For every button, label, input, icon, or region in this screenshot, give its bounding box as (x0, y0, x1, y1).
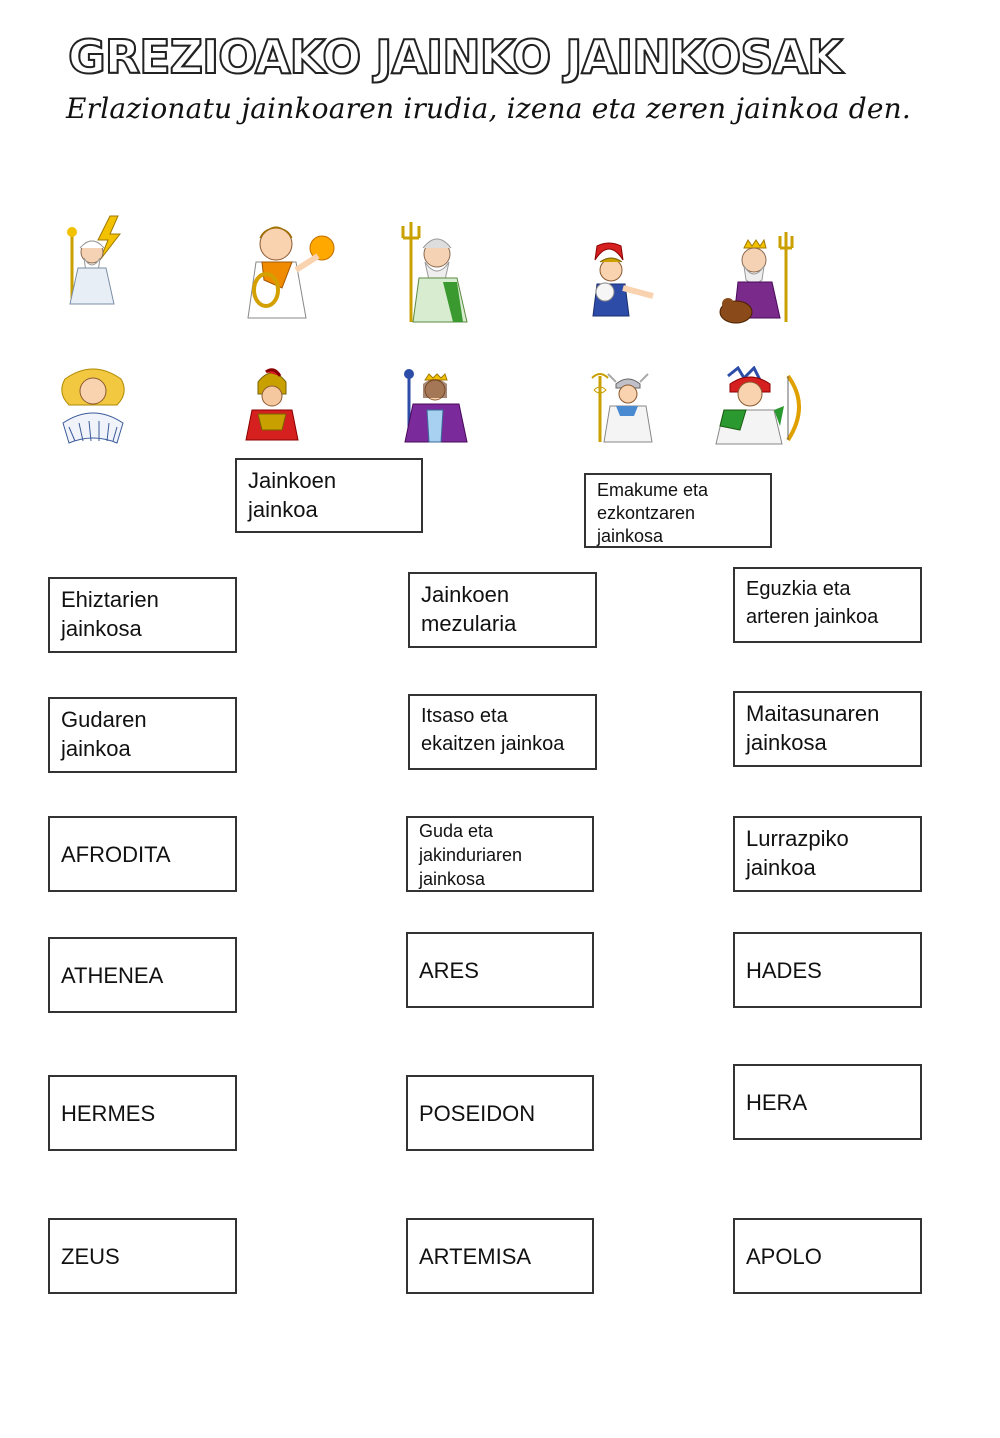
hades-figure[interactable] (716, 232, 796, 327)
poseidon-figure[interactable] (393, 220, 473, 325)
hera-figure[interactable] (395, 366, 470, 446)
card-text: Eguzkia eta arteren jainkoa (746, 578, 879, 628)
page-title: GREZIOAKO JAINKO JAINKOSAK (68, 30, 842, 84)
card-text: Maitasunaren jainkosa (746, 701, 880, 755)
card-emakume-ezkontza[interactable] (584, 473, 772, 548)
card-text: APOLO (746, 1243, 822, 1269)
card-artemisa[interactable] (406, 1218, 594, 1294)
ares-figure[interactable] (244, 368, 302, 443)
card-text: Guda eta jakinduriaren jainkosa (419, 821, 523, 889)
card-text: Jainkoen jainkoa (248, 468, 337, 522)
artemisa-figure[interactable] (704, 366, 809, 448)
card-text: HADES (746, 958, 822, 983)
hermes-figure[interactable] (588, 370, 658, 445)
card-jainkoen-jainkoa[interactable] (235, 458, 423, 533)
card-gudaren[interactable] (48, 697, 237, 773)
card-text: Ehiztarien jainkosa (61, 587, 159, 641)
card-text: ARES (419, 958, 479, 983)
athenea-figure[interactable] (585, 240, 665, 320)
card-eguzkia[interactable] (733, 567, 922, 643)
card-afrodita[interactable] (48, 816, 237, 892)
card-text: ATHENEA (61, 962, 164, 988)
card-hades[interactable] (733, 932, 922, 1008)
card-guda-jakinduria[interactable] (406, 816, 594, 892)
card-text: ZEUS (61, 1243, 120, 1269)
card-text: AFRODITA (61, 841, 171, 867)
apolo-figure[interactable] (238, 218, 343, 326)
afrodita-figure[interactable] (55, 365, 133, 447)
card-text: Gudaren jainkoa (61, 707, 147, 761)
zeus-figure[interactable] (58, 212, 138, 307)
card-text: POSEIDON (419, 1100, 536, 1126)
card-text: Jainkoen mezularia (421, 582, 517, 636)
card-text: HERA (746, 1090, 808, 1115)
card-itsaso[interactable] (408, 694, 597, 770)
card-hera[interactable] (733, 1064, 922, 1140)
instruction-text: Erlazionatu jainkoaren irudia, izena eta zeren jainkoa den. (66, 92, 912, 125)
card-text: Emakume eta ezkontzaren jainkosa (597, 480, 709, 546)
card-text: Itsaso eta ekaitzen jainkoa (421, 705, 565, 755)
card-lurrazpiko[interactable] (733, 816, 922, 892)
card-ares[interactable] (406, 932, 594, 1008)
card-poseidon[interactable] (406, 1075, 594, 1151)
card-zeus[interactable] (48, 1218, 237, 1294)
card-maitasuna[interactable] (733, 691, 922, 767)
card-text: ARTEMISA (419, 1243, 532, 1269)
card-hermes[interactable] (48, 1075, 237, 1151)
card-mezularia[interactable] (408, 572, 597, 648)
card-athenea[interactable] (48, 937, 237, 1013)
card-apolo[interactable] (733, 1218, 922, 1294)
card-text: Lurrazpiko jainkoa (746, 826, 849, 880)
card-text: HERMES (61, 1100, 156, 1126)
card-ehiztarien[interactable] (48, 577, 237, 653)
